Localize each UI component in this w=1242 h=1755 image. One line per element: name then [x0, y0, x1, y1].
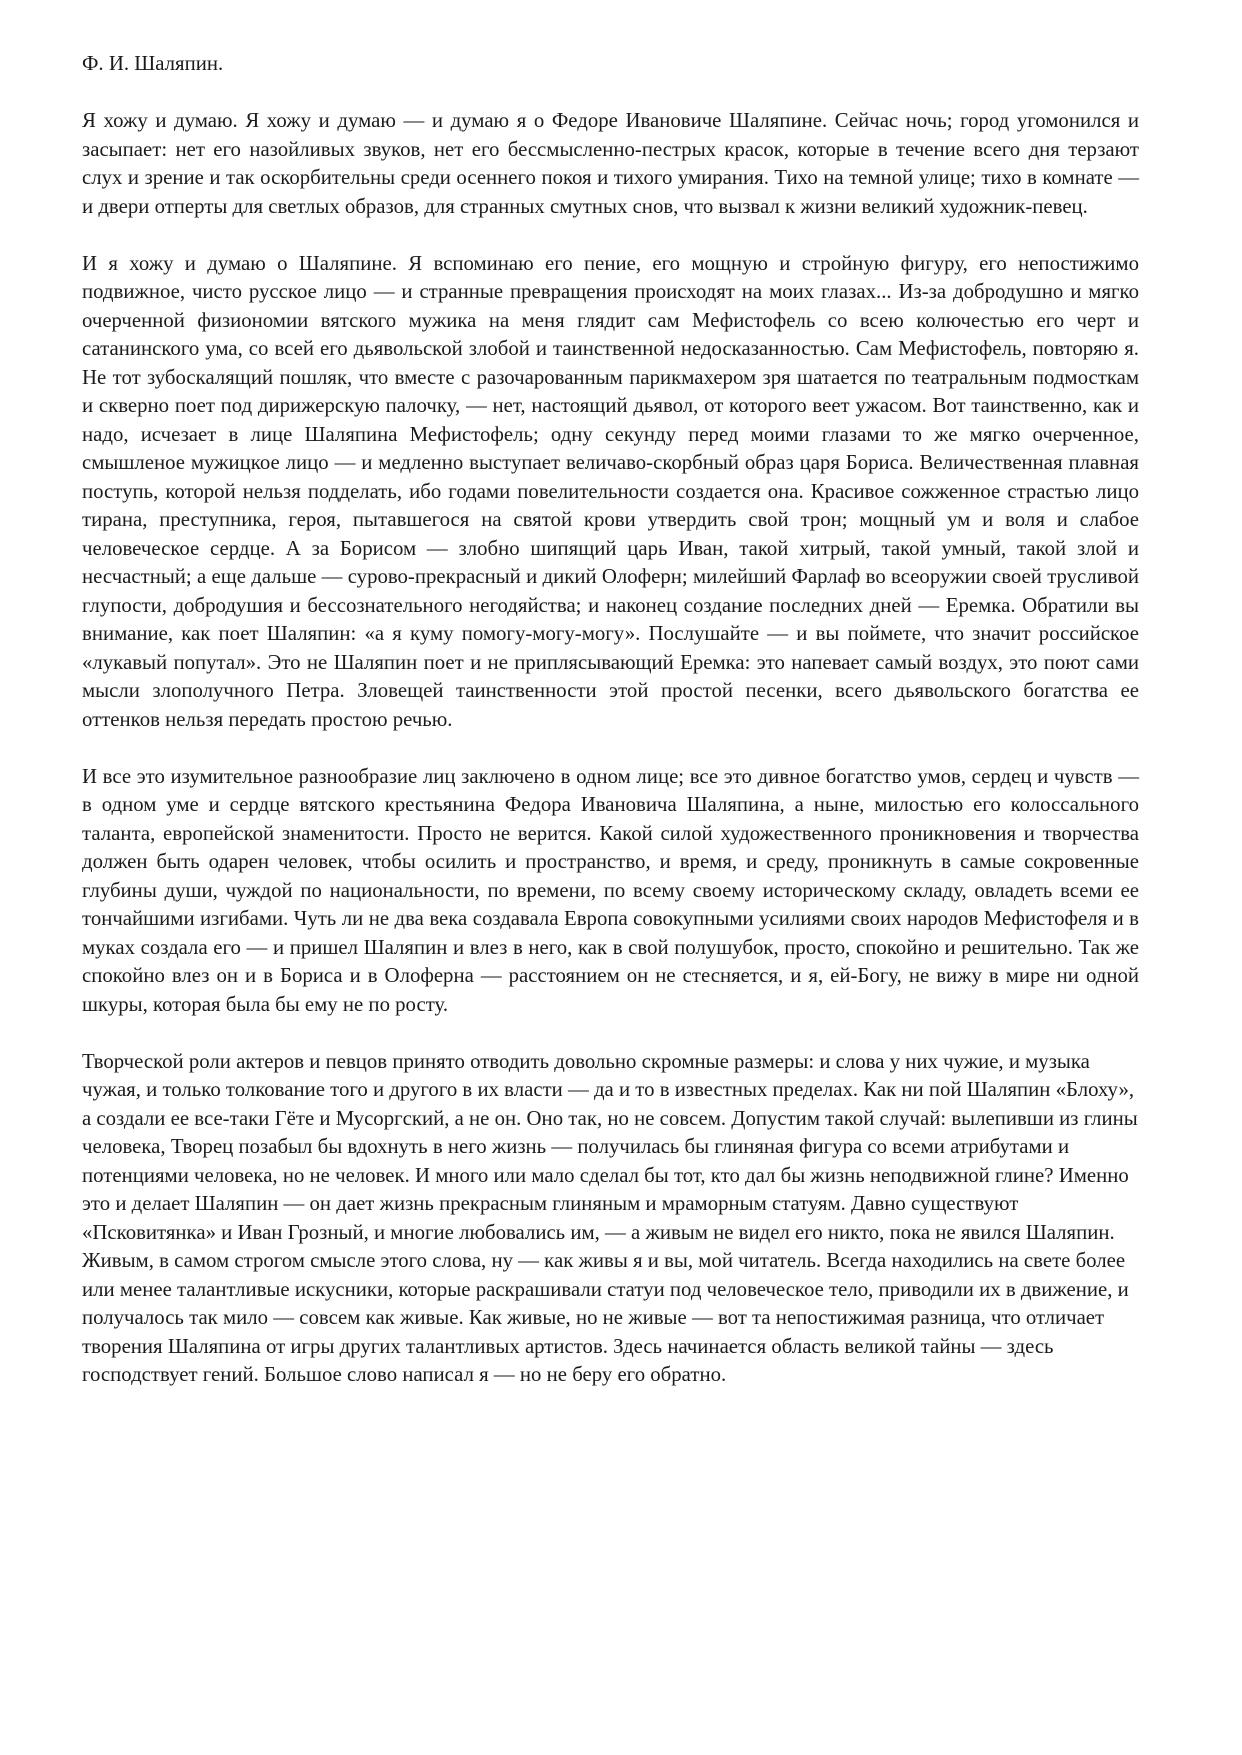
paragraph-4: Творческой роли актеров и певцов принято отводить довольно скромные размеры: и слова у них чужие, и музыка чужая, и только толкование того и другого в их власти — да и то в известных пределах. Как ни пой Шаляпин «Блоху», а создали ее все-таки Гёте и Мусоргский, а не он. Оно так, но не совсем. Допустим такой случай: вылепивши из глины человека, Творец позабыл бы вдохнуть в него жизнь — получилась бы глиняная фигура со всеми атрибутами и потенциями человека, но не человек. И много или мало сделал бы тот, кто дал бы жизнь неподвижной глине? Именно это и делает Шаляпин — он дает жизнь прекрасным глиняным и мраморным статуям. Давно существуют «Псковитянка» и Иван Грозный, и многие любовались им, — а живым не видел его никто, пока не явился Шаляпин. Живым, в самом строгом смысле этого слова, ну — как живы я и вы, мой читатель. Всегда находились на свете более или менее талантливые искусники, которые раскрашивали статуи под человеческое тело, приводили их в движение, и получалось так мило — совсем как живые. Как живые, но не живые — вот та непостижимая разница, что отличает творения Шаляпина от игры других талантливых артистов. Здесь начинается область великой тайны — здесь господствует гений. Большое слово написал я — но не беру его обратно.	[82, 1049, 1138, 1386]
document-page	[82, 50, 1139, 1418]
paragraph-1: Я хожу и думаю. Я хожу и думаю — и думаю я о Федоре Ивановиче Шаляпине. Сейчас ночь; город угомонился и засыпает: нет его назойливых звуков, нет его бессмысленно-пестрых красок, которые в течение всего дня терзают слух и зрение и так оскорбительны среди осеннего покоя и тихого умирания. Тихо на темной улице; тихо в комнате — и двери отперты для светлых образов, для странных смутных снов, что вызвал к жизни великий художник-певец.	[82, 109, 1139, 218]
paragraph-2: И я хожу и думаю о Шаляпине. Я вспоминаю его пение, его мощную и стройную фигуру, его непостижимо подвижное, чисто русское лицо — и странные превращения происходят на моих глазах... Из-за добродушно и мягко очерченной физиономии вятского мужика на меня глядит сам Мефистофель со всею колючестью его черт и сатанинского ума, со всей его дьявольской злобой и таинственной недосказанностью. Сам Мефистофель, повторяю я. Не тот зубоскалящий пошляк, что вместе с разочарованным парикмахером зря шатается по театральным подмосткам и скверно поет под дирижерскую палочку, — нет, настоящий дьявол, от которого веет ужасом. Вот таинственно, как и надо, исчезает в лице Шаляпина Мефистофель; одну секунду перед моими глазами то же мягко очерченное, смышленое мужицкое лицо — и медленно выступает величаво-скорбный образ царя Бориса. Величественная плавная поступь, которой нельзя подделать, ибо годами повелительности создается она. Красивое сожженное страстью лицо тирана, преступника, героя, пытавшегося на святой крови утвердить свой трон; мощный ум и воля и слабое человеческое сердце. А за Борисом — злобно шипящий царь Иван, такой хитрый, такой умный, такой злой и несчастный; а еще дальше — сурово-прекрасный и дикий Олоферн; милейший Фарлаф во всеоружии своей трусливой глупости, добродушия и бессознательного негодяйства; и наконец создание последних дней — Еремка. Обратили вы внимание, как поет Шаляпин: «а я куму помогу-могу-могу». Послушайте — и вы поймете, что значит российское «лукавый попутал». Это не Шаляпин поет и не приплясывающий Еремка: это напевает самый воздух, это поют сами мысли злополучного Петра. Зловещей таинственности этой простой песенки, всего дьявольского богатства ее оттенков нельзя передать простою речью.	[82, 251, 1139, 731]
paragraph-3: И все это изумительное разнообразие лиц заключено в одном лице; все это дивное богатство умов, сердец и чувств — в одном уме и сердце вятского крестьянина Федора Ивановича Шаляпина, а ныне, милостью его колоссального таланта, европейской знаменитости. Просто не верится. Какой силой художественного проникновения и творчества должен быть одарен человек, чтобы осилить и пространство, и время, и среду, проникнуть в самые сокровенные глубины души, чуждой по национальности, по времени, по всему своему историческому складу, овладеть всеми ее тончайшими изгибами. Чуть ли не два века создавала Европа совокупными усилиями своих народов Мефистофеля и в муках создала его — и пришел Шаляпин и влез в него, как в свой полушубок, просто, спокойно и решительно. Так же спокойно влез он и в Бориса и в Олоферна — расстоянием он не стесняется, и я, ей-Богу, не вижу в мире ни одной шкуры, которая была бы ему не по росту.	[82, 764, 1139, 1016]
document-title: Ф. И. Шаляпин.	[82, 52, 224, 75]
